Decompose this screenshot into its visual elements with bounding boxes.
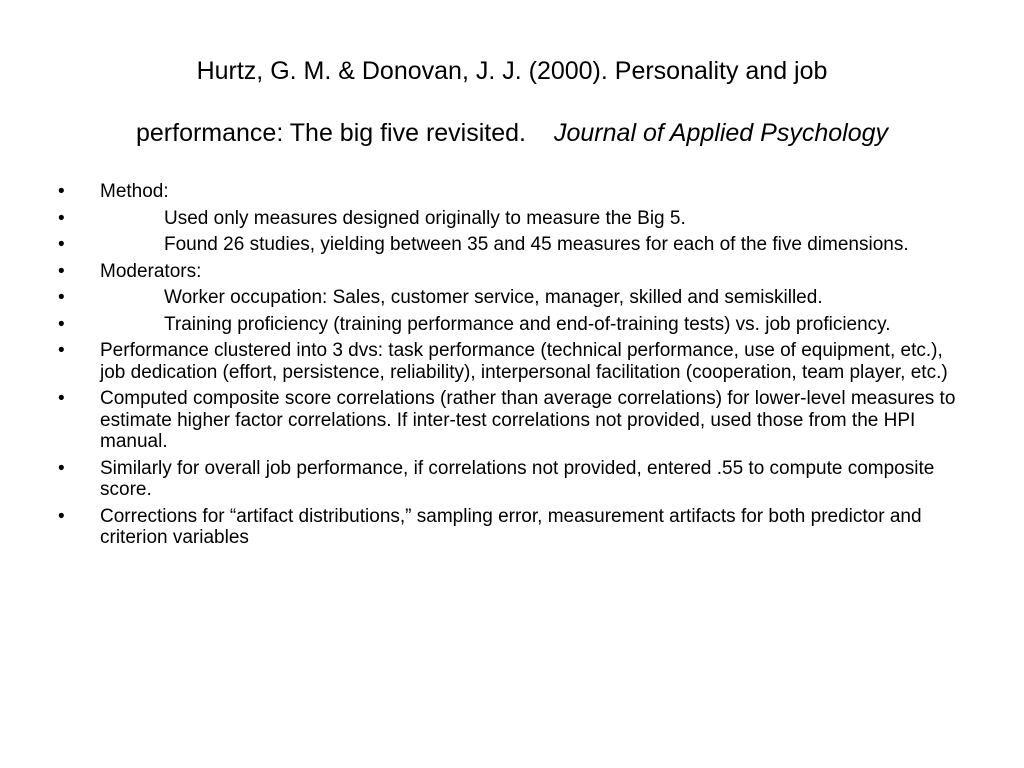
bullet-item [58, 314, 970, 336]
bullet-dot-icon: • [58, 287, 65, 308]
bullet-dot-icon: • [58, 234, 65, 255]
bullet-item [58, 458, 970, 501]
bullet-item [58, 287, 970, 309]
bullet-text: Method: [100, 181, 169, 202]
bullet-text: Used only measures designed originally to measure the Big 5. [164, 207, 686, 229]
bullet-item [58, 340, 970, 383]
bullet-item [58, 261, 970, 283]
bullet-text: Similarly for overall job performance, if correlations not provided, entered .55 to compute composite score. [100, 457, 935, 500]
bullet-item [58, 181, 970, 203]
slide-title [40, 40, 984, 164]
bullet-text: Training proficiency (training performance and end-of-training tests) vs. job proficiency. [164, 313, 891, 335]
bullet-text: Moderators: [100, 260, 202, 282]
bullet-item [58, 208, 970, 230]
bullet-dot-icon: • [58, 505, 65, 527]
bullet-text: Corrections for “artifact distributions,” sampling error, measurement artifacts for both predictor and criterion variables [100, 505, 922, 548]
title-citation: performance: The big five revisited. [135, 119, 526, 147]
title-line-1: Hurtz, G. M. & Donovan, J. J. (2000). Personality and job [196, 57, 828, 85]
title-journal: Journal of Applied Psychology [554, 119, 888, 147]
bullet-dot-icon: • [58, 457, 65, 479]
bullet-dot-icon: • [58, 207, 65, 229]
title-line-2 [40, 102, 984, 164]
bullet-text: Worker occupation: Sales, customer service, manager, skilled and semiskilled. [164, 287, 823, 308]
bullet-dot-icon: • [58, 388, 65, 409]
bullet-text: Found 26 studies, yielding between 35 and 45 measures for each of the five dimensions. [164, 234, 909, 255]
bullet-list [58, 181, 970, 554]
bullet-dot-icon: • [58, 260, 65, 282]
bullet-dot-icon: • [58, 340, 65, 361]
bullet-item [58, 234, 970, 256]
bullet-dot-icon: • [58, 181, 65, 202]
bullet-item [58, 388, 970, 453]
bullet-text: Computed composite score correlations (rather than average correlations) for lower-level measures to estimate higher factor correlations. If inter-test correlations not provided, used those from the HPI manual. [100, 388, 956, 452]
bullet-dot-icon: • [58, 313, 65, 335]
bullet-text: Performance clustered into 3 dvs: task performance (technical performance, use of equipment, etc.), job dedication (effort, persistence, reliability), interpersonal facilitation (cooperation, team player, etc.) [100, 340, 948, 383]
bullet-item [58, 506, 970, 549]
